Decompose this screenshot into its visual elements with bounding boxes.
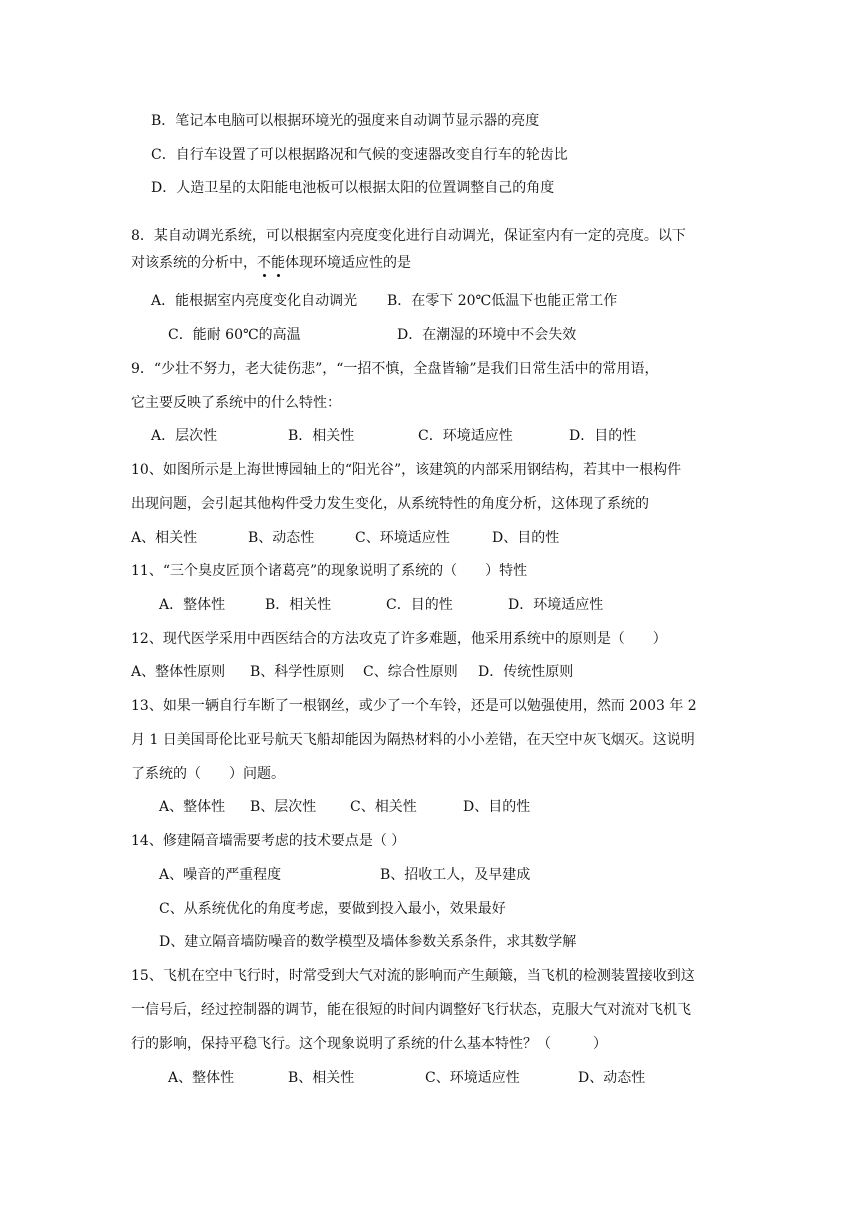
q10-option-a: A、相关性 [131, 530, 198, 546]
q11-stem-line1: 11、“三个臭皮匠顶个诸葛亮”的现象说明了系统的（ ）特性 [131, 563, 528, 579]
q10-stem-line2: 出现问题，会引起其他构件受力发生变化，从系统特性的角度分析，这体现了系统的 [131, 496, 649, 512]
q8-option-c: C．能耐 60℃的高温 [168, 327, 301, 343]
q9-option-b: B．相关性 [288, 428, 355, 444]
q11-option-d: D．环境适应性 [508, 597, 604, 613]
q9-option-c: C．环境适应性 [418, 428, 513, 444]
q7-option-c: C．自行车设置了可以根据路况和气候的变速器改变自行车的轮齿比 [151, 147, 568, 163]
q9-stem-line2: 它主要反映了系统中的什么特性： [131, 395, 341, 411]
q12-option-a: A、整体性原则 [131, 664, 226, 680]
q9-option-a: A．层次性 [151, 428, 218, 444]
q10-option-b: B、动态性 [248, 530, 315, 546]
q11-option-b: B．相关性 [265, 597, 332, 613]
q9-stem-line1: 9．“少壮不努力，老大徒伤悲”，“一招不慎，全盘皆输”是我们日常生活中的常用语， [131, 361, 659, 377]
q13-stem-line2: 月 1 日美国哥伦比亚号航天飞船却能因为隔热材料的小小差错，在天空中灰飞烟灭。这说明 [131, 732, 695, 748]
q14-option-c: C、从系统优化的角度考虑，要做到投入最小，效果最好 [159, 901, 506, 917]
q14-stem-line1: 14、修建隔音墙需要考虑的技术要点是（ ） [131, 833, 406, 849]
q8-stem-line1: 8．某自动调光系统，可以根据室内亮度变化进行自动调光，保证室内有一定的亮度。以下 [131, 228, 686, 244]
q13-stem-line1: 13、如果一辆自行车断了一根钢丝，或少了一个车铃，还是可以勉强使用，然而 2003 年 2 [131, 698, 697, 714]
q14-option-b: B、招收工人，及早建成 [380, 867, 531, 883]
q15-option-b: B、相关性 [288, 1070, 355, 1086]
q15-option-a: A、整体性 [168, 1070, 235, 1086]
q12-option-b: B、科学性原则 [250, 664, 345, 680]
q15-option-d: D、动态性 [578, 1070, 646, 1086]
q9-option-d: D．目的性 [569, 428, 637, 444]
q12-stem-line1: 12、现代医学采用中西医结合的方法攻克了许多难题，他采用系统中的原则是（ ） [131, 631, 667, 647]
q8-stem-line2-pre: 对该系统的分析中， [131, 255, 257, 271]
q8-option-a: A．能根据室内亮度变化自动调光 [151, 293, 358, 309]
q8-stem-line2-post: 体现环境适应性的是 [285, 255, 411, 271]
q14-option-d: D、建立隔音墙防噪音的数学模型及墙体参数关系条件，求其数学解 [159, 934, 577, 950]
q8-stem-line2 [131, 253, 411, 273]
q13-option-a: A、整体性 [159, 799, 226, 815]
q13-stem-line3: 了系统的（ ）问题。 [131, 766, 285, 782]
q15-stem-line1: 15、飞机在空中飞行时，时常受到大气对流的影响而产生颠簸，当飞机的检测装置接收到这 [131, 968, 695, 984]
q11-option-c: C．目的性 [386, 597, 453, 613]
q12-option-c: C、综合性原则 [363, 664, 458, 680]
q15-stem-line2: 一信号后，经过控制器的调节，能在很短的时间内调整好飞行状态，克服大气对流对飞机飞 [131, 1002, 691, 1018]
q8-option-b: B．在零下 20℃低温下也能正常工作 [387, 293, 618, 309]
q7-option-b: B．笔记本电脑可以根据环境光的强度来自动调节显示器的亮度 [151, 113, 540, 129]
q8-emphasis-char-2: 能 [271, 255, 285, 271]
q11-option-a: A．整体性 [159, 597, 226, 613]
q14-option-a: A、噪音的严重程度 [159, 867, 282, 883]
q13-option-d: D、目的性 [463, 799, 531, 815]
q10-option-d: D、目的性 [492, 530, 560, 546]
q8-option-d: D．在潮湿的环境中不会失效 [397, 327, 577, 343]
q7-option-d: D．人造卫星的太阳能电池板可以根据太阳的位置调整自己的角度 [151, 180, 555, 196]
q10-stem-line1: 10、如图所示是上海世博园轴上的“阳光谷”，该建筑的内部采用钢结构，若其中一根构件 [131, 462, 682, 478]
q15-stem-line3: 行的影响，保持平稳飞行。这个现象说明了系统的什么基本特性？（ ） [131, 1036, 607, 1052]
q8-emphasis-char-1: 不 [257, 255, 271, 271]
q12-option-d: D．传统性原则 [478, 664, 574, 680]
q13-option-c: C、相关性 [350, 799, 417, 815]
q15-option-c: C、环境适应性 [425, 1070, 520, 1086]
q10-option-c: C、环境适应性 [355, 530, 450, 546]
q13-option-b: B、层次性 [250, 799, 317, 815]
